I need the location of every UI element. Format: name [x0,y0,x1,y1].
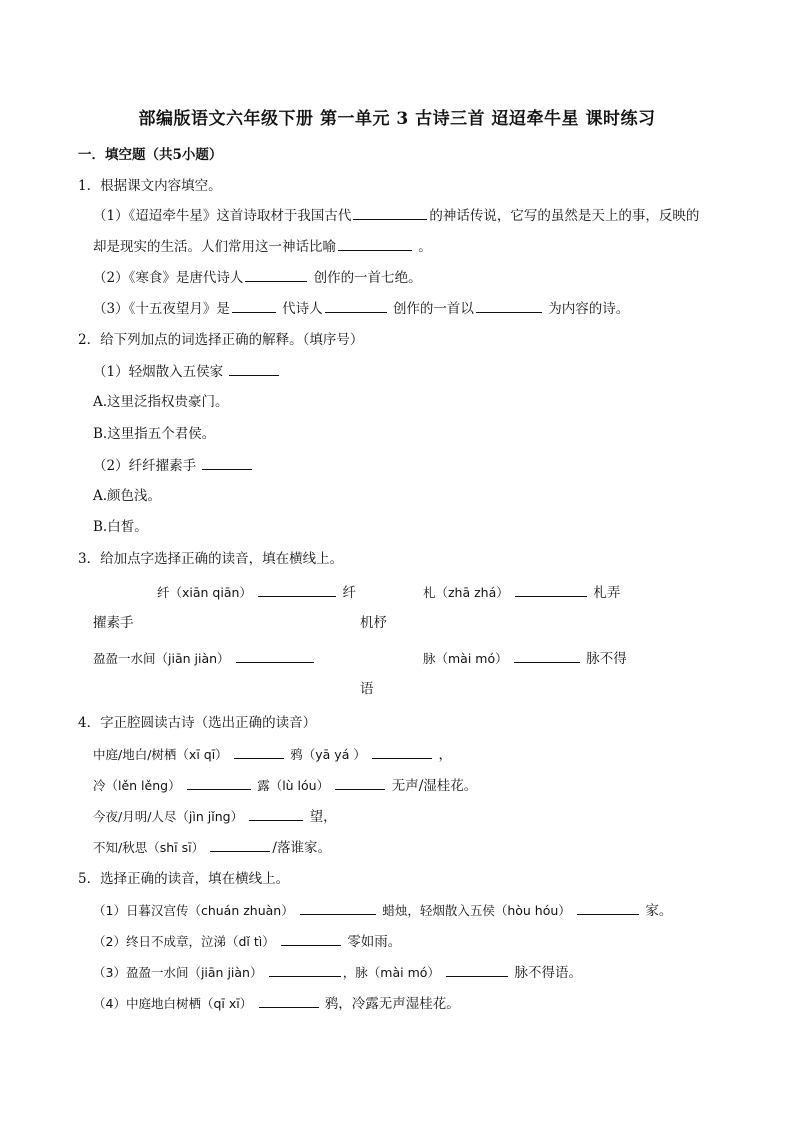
q2-sub2-option-a: A.颜色浅。 [93,488,162,504]
answer-blank[interactable] [202,455,252,470]
q4-line2: 冷（lěn lěng） 露（lù lóu） 无声/湿桂花。 [93,775,477,796]
answer-blank[interactable] [269,962,341,977]
answer-blank[interactable] [476,298,542,313]
q4-line4: 不知/秋思（shī sī） /落谁家。 [93,837,331,858]
q3-item-a: 纤（xiān qiān） 纤 [157,582,356,603]
q4-line1: 中庭/地白/树栖（xī qī） 鸦（yā yá ） ， [93,744,452,765]
answer-blank[interactable] [281,931,341,946]
q1-sub2: （2）《寒食》是唐代诗人 创作的一首七绝。 [93,267,422,288]
answer-blank[interactable] [514,648,580,663]
answer-blank[interactable] [187,775,251,790]
answer-blank[interactable] [335,775,385,790]
q3-item-d-cont: 语 [360,681,374,697]
answer-blank[interactable] [325,298,387,313]
q3-item-d: 脉（mài mó） 脉不得 [423,648,627,669]
q5-line3: （3）盈盈一水间（jiān jiàn） ，脉（mài mó） 脉不得语。 [93,962,582,983]
q4-line3: 今夜/月明/人尽（jìn jǐng） 望， [93,806,337,827]
q2-sub1-option-a: A.这里泛指权贵豪门。 [93,394,229,410]
q3-item-b-cont: 机杼 [360,615,387,631]
answer-blank[interactable] [577,900,639,915]
page-title: 部编版语文六年级下册 第一单元 3 古诗三首 迢迢牵牛星 课时练习 [138,109,656,129]
q2-stem: 2．给下列加点的词选择正确的解释。（填序号） [78,332,364,348]
q1-stem: 1．根据课文内容填空。 [78,178,222,194]
q3-item-c: 盈盈一水间（jiān jiàn） [93,648,316,669]
q5-line2: （2）终日不成章，泣涕（dǐ tì） 零如雨。 [93,931,401,952]
answer-blank[interactable] [232,298,276,313]
answer-blank[interactable] [258,582,336,597]
answer-blank[interactable] [353,205,427,220]
answer-blank[interactable] [234,744,284,759]
answer-blank[interactable] [300,900,376,915]
answer-blank[interactable] [249,806,303,821]
answer-blank[interactable] [446,962,508,977]
q3-stem: 3．给加点字选择正确的读音，填在横线上。 [78,551,344,567]
answer-blank[interactable] [229,361,279,376]
section-heading: 一．填空题（共5小题） [78,147,223,163]
q5-stem: 5．选择正确的读音，填在横线上。 [78,871,290,887]
answer-blank[interactable] [338,236,412,251]
q3-item-a-cont: 擢素手 [93,615,134,631]
q1-sub3: （3）《十五夜望月》是 代诗人 创作的一首以 为内容的诗。 [93,298,629,319]
answer-blank[interactable] [515,582,587,597]
answer-blank[interactable] [245,267,307,282]
q4-stem: 4．字正腔圆读古诗（选出正确的读音） [78,715,317,731]
answer-blank[interactable] [236,648,314,663]
q2-sub1: （1）轻烟散入五侯家 [93,361,281,382]
q2-sub1-option-b: B.这里指五个君侯。 [93,426,216,442]
q1-sub1-line1: （1）《迢迢牵牛星》这首诗取材于我国古代 的神话传说，它写的虽然是天上的事，反映的 [93,205,699,226]
answer-blank[interactable] [210,837,270,852]
answer-blank[interactable] [259,993,319,1008]
q5-line1: （1）日暮汉宫传（chuán zhuàn） 蜡烛，轻烟散入五侯（hòu hóu） 家。 [93,900,672,921]
answer-blank[interactable] [372,744,432,759]
q2-sub2: （2）纤纤擢素手 [93,455,254,476]
q2-sub2-option-b: B.白皙。 [93,519,148,535]
q5-line4: （4）中庭地白树栖（qī xī） 鸦，冷露无声湿桂花。 [93,993,460,1014]
q1-sub1-line2: 却是现实的生活。人们常用这一神话比喻 。 [93,236,432,257]
q3-item-b: 札（zhā zhá） 札弄 [423,582,620,603]
